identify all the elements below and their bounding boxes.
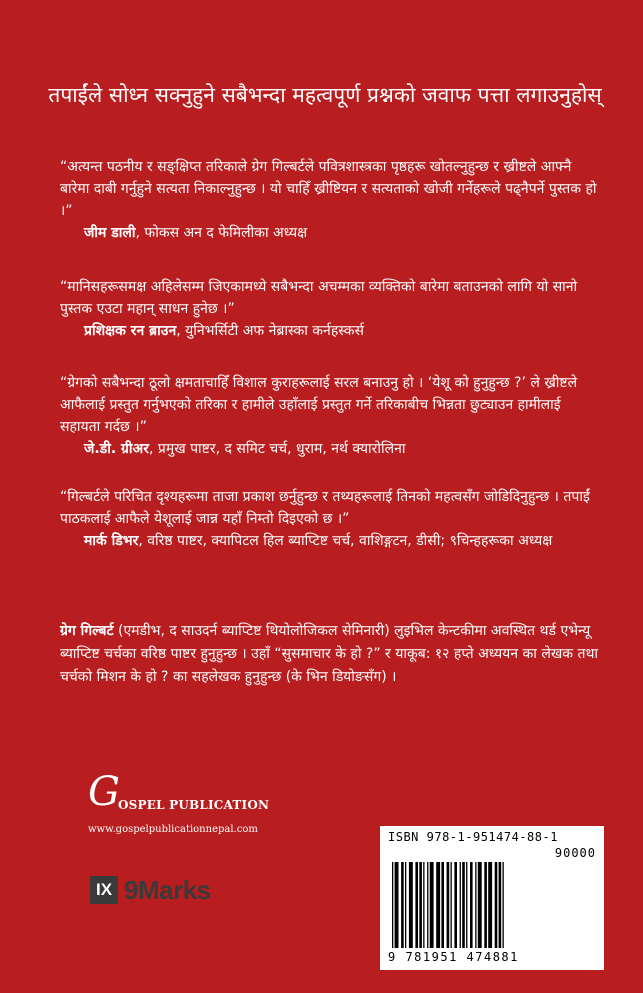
quote-attribution [60, 438, 600, 460]
barcode-bar [401, 862, 404, 948]
barcode-bar [484, 862, 487, 948]
barcode-bar [460, 862, 461, 948]
publisher-name: OSPEL PUBLICATION [118, 798, 270, 812]
endorsement-1 [60, 156, 600, 244]
quote-text: “गिल्बर्टले परिचित दृश्यहरूमा ताजा प्रकाश छर्नुहुन्छ र तथ्यहरूलाई तिनको महत्वसँग जोडिदिनुहुन्छ । तपाईं पाठकलाई आफैले येशूलाई जान्न यहाँ निम्तो दिइएको छ ।” [60, 489, 590, 527]
endorsement-4 [60, 486, 600, 552]
barcode-bar [436, 862, 440, 948]
quote-text: “ग्रेगको सबैभन्दा ठूलो क्षमताचाहिँ विशाल कुराहरूलाई सरल बनाउनु हो । ‘येशू को हुनुहुन्छ ?’ ले ख्रीष्टले आफैलाई प्रस्तुत गर्नुभएको तरिका र हामीले उहाँलाई प्रस्तुत गर्ने तरिकाबीच भिन्नता छुट्याउन हामीलाई सहायता गर्दछ ।” [60, 375, 578, 435]
barcode-bar [470, 862, 473, 948]
barcode-bar [462, 862, 465, 948]
barcode-bar [392, 862, 393, 948]
endorser-role: , प्रमुख पाष्टर, द समिट चर्च, धुराम, नर्थ क्यारोलिना [148, 441, 406, 457]
barcode-bar [415, 862, 418, 948]
headline: तपाईंले सोध्न सक्नुहुने सबैभन्दा महत्वपूर्ण प्रश्नको जवाफ पत्ता लगाउनुहोस् [48, 83, 602, 107]
barcode-digits: 9 781951 474881 [388, 950, 519, 964]
quote-text: “अत्यन्त पठनीय र सङ्क्षिप्त तरिकाले ग्रेग गिल्बर्टले पवित्रशास्त्रका पृष्ठहरू खोतल्नुहुन्छ र ख्रीष्टले आफ्नै बारेमा दाबी गर्नुहुने सत्यता निकाल्नुहुन्छ । यो चाहिँ ख्रीष्टियन र सत्यताको खोजी गर्नेहरूले पढ्नैपर्ने पुस्तक हो ।” [60, 159, 597, 219]
ninemarks-name: 9Marks [124, 874, 211, 905]
barcode-bar [499, 862, 502, 948]
barcode-bar [503, 862, 504, 948]
author-bio-text: (एमडीभ, द साउदर्न ब्याप्टिष्ट थियोलोजिकल सेमिनारी) लुइभिल केन्टकीमा अवस्थित थर्ड एभेन्यू ब्याप्टिष्ट चर्चका वरिष्ठ पाष्टर हुनुहुन्छ । उहाँ “सुसमाचार के हो ?” र याकूब: १२ हप्ते अध्ययन का लेखक तथा चर्चको मिशन के हो ? का सहलेखक हुनुहुन्छ (के भिन डियोङसँग) । [60, 623, 599, 685]
quote-attribution [60, 320, 600, 342]
barcode-bar [447, 862, 450, 948]
barcode-bar [419, 862, 422, 948]
publisher-url: www.gospelpublicationnepal.com [88, 824, 258, 835]
barcode-bar [395, 862, 399, 948]
endorser-role: , फोकस अन द फेमिलीका अध्यक्ष [135, 225, 308, 241]
barcode-bar [441, 862, 444, 948]
barcode-bar [475, 862, 476, 948]
barcode-panel [380, 826, 604, 970]
barcode-bar [427, 862, 428, 948]
endorser-name: प्रशिक्षक रन ब्राउन [84, 323, 177, 339]
price-code: 90000 [554, 846, 596, 860]
endorser-name: मार्क डिभर [84, 533, 139, 549]
isbn-text: ISBN 978-1-951474-88-1 [388, 830, 558, 844]
quote-text: “मानिसहरूसमक्ष अहिलेसम्म जिएकामध्ये सबैभन्दा अचम्मका व्यक्तिको बारेमा बताउनको लागि यो सानो पुस्तक एउटा महान् साधन हुनेछ ।” [60, 279, 578, 317]
endorsement-2 [60, 276, 600, 342]
endorser-name: जीम डाली [84, 225, 136, 241]
barcode-bar [430, 862, 434, 948]
author-name: ग्रेग गिल्बर्ट [60, 623, 114, 639]
barcode-bar [454, 862, 457, 948]
endorser-role: , युनिभर्सिटी अफ नेब्रास्का कर्नहस्कर्स [176, 323, 364, 339]
ninemarks-box: IX [90, 876, 118, 904]
quote-attribution [60, 222, 600, 244]
endorser-role: , वरिष्ठ पाष्टर, क्यापिटल हिल ब्याप्टिष्ट चर्च, वाशिङ्गटन, डीसी; ९चिन्हहरूका अध्यक्ष [138, 533, 553, 549]
barcode-bars [390, 862, 594, 948]
barcode-bar [488, 862, 492, 948]
barcode-bar [405, 862, 406, 948]
gospel-logo-mark: G [88, 769, 120, 815]
quote-attribution [60, 530, 600, 552]
author-bio [60, 620, 608, 689]
endorser-name: जे.डी. ग्रीअर [84, 441, 149, 457]
barcode-bar [466, 862, 467, 948]
barcode-bar [451, 862, 452, 948]
barcode-bar [495, 862, 498, 948]
ninemarks-logo [90, 876, 211, 904]
barcode-bar [478, 862, 482, 948]
barcode-bar [423, 862, 424, 948]
barcode-bar [409, 862, 413, 948]
endorsement-3 [60, 372, 600, 460]
